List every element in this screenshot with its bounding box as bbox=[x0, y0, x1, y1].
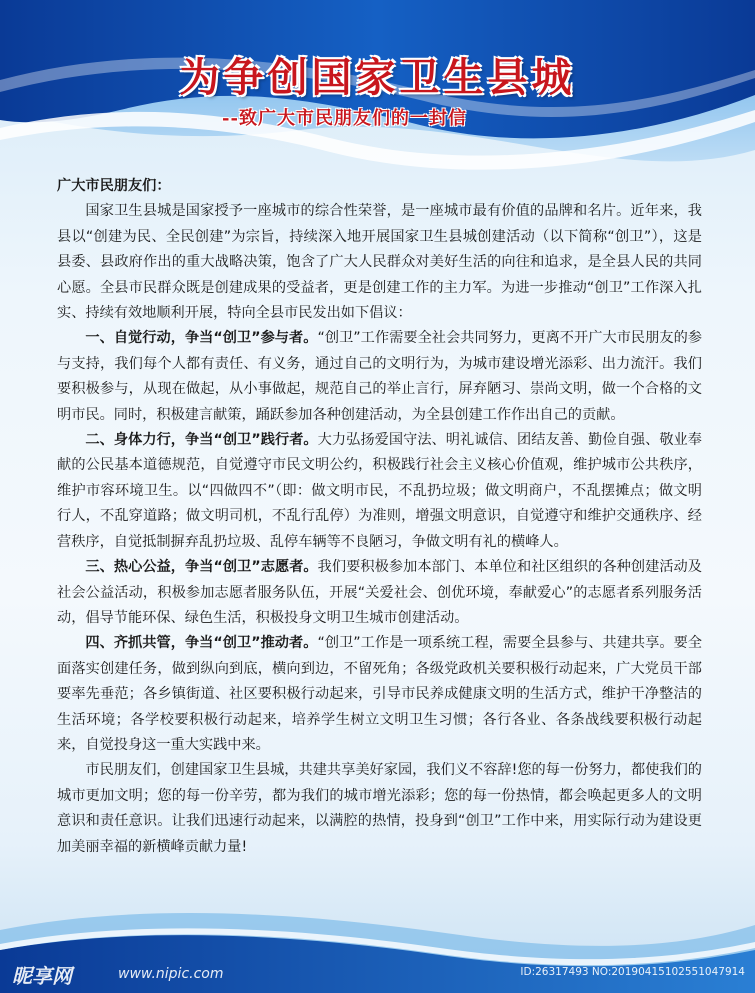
item-heading: 一、自觉行动，争当“创卫”参与者。 bbox=[85, 330, 318, 347]
item-body: “创卫”工作是一项系统工程，需要全县参与、共建共享。要全面落实创建任务，做到纵向到底，横向到边，不留死角；各级党政机关要积极行动起来，广大党员干部要率先垂范；各乡镇街道、社区要积极行动起来，引导市民养成健康文明的生活方式，维护干净整洁的生活环境；各学校要积极行动起来，培养学生树立文明卫生习惯；各行各业、各条战线要积极行动起来，自觉投身这一重大实践中来。 bbox=[57, 635, 703, 753]
item-heading: 三、热心公益，争当“创卫”志愿者。 bbox=[85, 559, 318, 576]
watermark-url: www.nipic.com bbox=[118, 966, 224, 982]
letter-item-3 bbox=[57, 555, 702, 631]
item-body: 我们要积极参加本部门、本单位和社区组织的各种创建活动及社会公益活动，积极参加志愿者服务队伍，开展“关爱社会、创优环境，奉献爱心”的志愿者系列服务活动，倡导节能环保、绿色生活，积极投身文明卫生城市创建活动。 bbox=[57, 559, 702, 626]
item-heading: 四、齐抓共管，争当“创卫”推动者。 bbox=[85, 635, 318, 652]
item-body: 大力弘扬爱国守法、明礼诚信、团结友善、勤俭自强、敬业奉献的公民基本道德规范，自觉遵守市民文明公约，积极践行社会主义核心价值观，维护城市公共秩序，维护市容环境卫生。以“四做四不”（即：做文明市民，不乱扔垃圾；做文明商户，不乱摆摊点；做文明行人，不乱穿道路；做文明司机，不乱行乱停）为准则，增强文明意识，自觉遵守和维护交通秩序、经营秩序，自觉抵制摒弃乱扔垃圾、乱停车辆等不良陋习，争做文明有礼的横峰人。 bbox=[57, 432, 702, 550]
poster-title: 为争创国家卫生县城 bbox=[179, 54, 576, 101]
item-body: “创卫”工作需要全社会共同努力，更离不开广大市民朋友的参与支持，我们每个人都有责任、有义务，通过自己的文明行为，为城市建设增光添彩、出力流汗。我们要积极参与，从现在做起，从小事做起，规范自己的举止言行，屏弃陋习、崇尚文明，做一个合格的文明市民。同时，积极建言献策，踊跃参加各种创建活动，为全县创建工作作出自己的贡献。 bbox=[57, 330, 703, 423]
letter-item-4 bbox=[57, 631, 702, 758]
letter-item-2 bbox=[57, 428, 702, 555]
letter-intro: 国家卫生县城是国家授予一座城市的综合性荣誉，是一座城市最有价值的品牌和名片。近年来，我县以“创建为民、全民创建”为宗旨，持续深入地开展国家卫生县城创建活动（以下简称“创卫”），这是县委、县政府作出的重大战略决策，饱含了广大人民群众对美好生活的向往和追求，是全县人民的共同心愿。全县市民群众既是创建成果的受益者，更是创建工作的主力军。为进一步推动“创卫”工作深入扎实、持续有效地顺利开展，特向全县市民发出如下倡议： bbox=[57, 203, 702, 322]
watermark-logo: 昵享网 bbox=[12, 964, 72, 988]
letter-item-1 bbox=[57, 326, 702, 428]
item-heading: 二、身体力行，争当“创卫”践行者。 bbox=[85, 432, 318, 449]
watermark-id: ID:26317493 NO:20190415102551047914 bbox=[520, 966, 745, 978]
letter-closing: 市民朋友们，创建国家卫生县城，共建共享美好家园，我们义不容辞!您的每一份努力，都使我们的城市更加文明；您的每一份辛劳，都为我们的城市增光添彩；您的每一份热情，都会唤起更多人的文明意识和责任意识。让我们迅速行动起来，以满腔的热情，投身到“创卫”工作中来，用实际行动为建设更加美丽幸福的新横峰贡献力量! bbox=[57, 762, 702, 855]
letter-body bbox=[57, 174, 702, 860]
poster-subtitle: --致广大市民朋友们的一封信 bbox=[222, 108, 467, 129]
letter-greeting: 广大市民朋友们： bbox=[57, 178, 171, 194]
